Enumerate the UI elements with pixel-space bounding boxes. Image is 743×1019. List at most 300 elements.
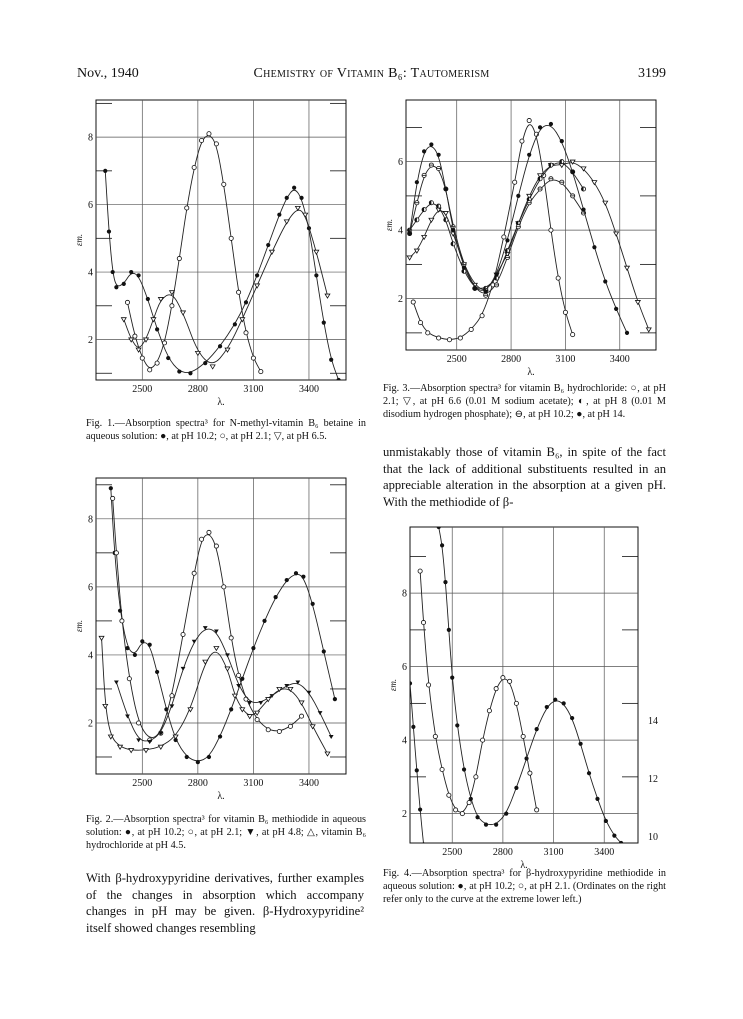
y-tick-label: 8 [88, 132, 93, 144]
data-point [325, 752, 330, 756]
plot-frame [410, 527, 638, 843]
series-open-triangle [407, 160, 651, 332]
data-point [158, 745, 163, 749]
data-point [111, 496, 115, 500]
data-point [133, 653, 137, 657]
y-tick-label: 2 [88, 718, 93, 730]
figure-3-caption: Fig. 3.—Absorption spectra³ for vitamin B₆ hydrochloride: ○, at pH 2.1; ▽, at pH 6.6 (0.01 M sodium acetate); ◐, at pH 8 (0.01 M disodium hydrogen phosphate); ⊖, at pH 10.2; ●, at pH 14. [383, 383, 666, 420]
data-point [505, 238, 509, 242]
data-point [181, 667, 186, 671]
data-point [333, 697, 337, 701]
data-point [451, 228, 455, 232]
data-point [222, 182, 226, 186]
data-point [210, 365, 215, 369]
data-point [514, 786, 518, 790]
data-point [460, 812, 464, 816]
data-point [592, 245, 596, 249]
data-point [571, 170, 575, 174]
data-point [563, 310, 567, 314]
data-point [484, 823, 488, 827]
data-point [155, 361, 159, 365]
y-axis-label: εm. [384, 218, 394, 232]
series-half-circle [408, 160, 586, 291]
data-point [527, 118, 531, 122]
data-point [322, 321, 326, 325]
data-point [455, 723, 459, 727]
data-point [426, 331, 430, 335]
data-point [295, 681, 300, 685]
data-point [266, 728, 270, 732]
x-tick-label: 2500 [132, 778, 153, 789]
data-point [429, 142, 433, 146]
data-point [155, 327, 159, 331]
data-point [155, 670, 159, 674]
data-point [494, 273, 498, 277]
data-point [325, 294, 330, 298]
y-tick-label: 4 [88, 650, 93, 662]
data-point [199, 537, 203, 541]
y-tick-label: 8 [402, 588, 407, 600]
data-point [148, 643, 152, 647]
data-point [170, 304, 174, 308]
data-point [481, 738, 485, 742]
x-tick-label: 3100 [243, 384, 264, 395]
x-tick-label: 2800 [492, 847, 513, 858]
data-point [440, 543, 444, 547]
data-point [147, 740, 152, 744]
data-point [625, 331, 629, 335]
data-point [625, 266, 630, 270]
data-point [244, 331, 248, 335]
y-tick-label: 6 [88, 582, 93, 594]
data-point [214, 544, 218, 548]
data-point [513, 180, 517, 184]
data-point [549, 122, 553, 126]
data-point [207, 755, 211, 759]
data-point [487, 709, 491, 713]
data-point [415, 218, 419, 222]
y-tick-label: 2 [88, 335, 93, 347]
series-open-circle [111, 496, 304, 742]
figure-1-chart [74, 100, 362, 416]
data-point [329, 358, 333, 362]
page-number: 3199 [638, 66, 666, 81]
x-axis-label: λ. [217, 791, 225, 802]
data-point [214, 647, 219, 651]
data-point [437, 336, 441, 340]
data-point [494, 283, 498, 287]
data-point [299, 701, 304, 705]
figure-3-chart [384, 100, 666, 383]
data-point [192, 165, 196, 169]
data-point [451, 242, 455, 246]
data-point [114, 681, 119, 685]
data-point [635, 300, 640, 304]
data-point [203, 361, 207, 365]
data-point [538, 125, 542, 129]
data-point [318, 711, 323, 715]
data-point [114, 285, 118, 289]
running-title: Chemistry of Vitamin B₆: Tautomerism [253, 66, 490, 81]
data-point [185, 755, 189, 759]
data-point [514, 701, 518, 705]
data-point [467, 800, 471, 804]
x-tick-label: 2800 [187, 384, 208, 395]
figure-2-caption: Fig. 2.—Absorption spectra³ for vitamin B₆ methiodide in aqueous solution: ●, at pH 10.2; ○, at pH 2.1; ▼, at pH 4.8; △, vitamin B₆ hydrochloride at pH 4.5. [86, 814, 366, 851]
data-point [103, 704, 108, 708]
data-point [433, 734, 437, 738]
data-point [612, 834, 616, 838]
y-axis-label: εm. [388, 678, 398, 692]
data-point [229, 236, 233, 240]
x-tick-label: 3400 [594, 847, 615, 858]
data-point [109, 486, 113, 490]
data-point [299, 714, 303, 718]
data-point [484, 290, 488, 294]
data-point [474, 775, 478, 779]
plot-frame [406, 100, 656, 350]
data-point [516, 225, 520, 229]
data-point [284, 220, 289, 224]
data-point [418, 807, 422, 811]
data-point [125, 300, 129, 304]
data-point [274, 595, 278, 599]
data-point [120, 619, 124, 623]
data-point [294, 571, 298, 575]
figure-1-caption: Fig. 1.—Absorption spectra³ for N-methyl-vitamin B₆ betaine in aqueous solution: ●, at pH 10.2; ○, at pH 2.1; ▽, at pH 6.5. [86, 418, 366, 442]
data-point [188, 371, 192, 375]
data-point [185, 206, 189, 210]
data-point [501, 676, 505, 680]
data-point [140, 356, 144, 360]
data-point [571, 194, 575, 198]
data-point [571, 332, 575, 336]
right-paragraph: unmistakably those of vitamin B₆, in spite of the fact that the lack of additional substituents resulted in an appreciable alteration in the absorption at a given pH. With the methiodide of β- [383, 445, 666, 509]
data-point [473, 286, 477, 290]
data-point [429, 218, 434, 222]
data-point [426, 683, 430, 687]
data-point [447, 338, 451, 342]
data-point [144, 749, 149, 753]
data-point [266, 243, 270, 247]
data-point [521, 734, 525, 738]
series-line [113, 498, 302, 737]
data-point [458, 336, 462, 340]
data-point [314, 273, 318, 277]
y-tick-label: 4 [398, 225, 403, 237]
data-point [114, 551, 118, 555]
data-point [258, 701, 263, 705]
data-point [192, 640, 197, 644]
data-point [560, 139, 564, 143]
series-open-triangle [121, 206, 330, 369]
data-point [259, 369, 263, 373]
data-point [440, 767, 444, 771]
data-point [225, 653, 230, 657]
figure-4-caption: Fig. 4.—Absorption spectra³ for β-hydroxypyridine methiodide in aqueous solution: ●, at pH 10.2; ○, at pH 2.1. (Ordinates on the right refer only to the curve at the extreme lower left.) [383, 868, 666, 905]
x-tick-label: 2800 [501, 354, 522, 365]
data-point [170, 704, 175, 708]
data-point [437, 204, 441, 208]
data-point [560, 160, 564, 164]
data-point [299, 196, 303, 200]
data-point [244, 300, 248, 304]
data-point [421, 620, 425, 624]
data-point [437, 166, 441, 170]
data-point [136, 721, 140, 725]
x-tick-label: 3100 [543, 847, 564, 858]
data-point [329, 735, 334, 739]
data-point [307, 691, 312, 695]
data-point [549, 163, 553, 167]
data-point [270, 250, 275, 254]
data-point [251, 646, 255, 650]
figure-2-chart [74, 478, 362, 812]
data-point [222, 585, 226, 589]
data-point [301, 575, 305, 579]
data-point [255, 284, 260, 288]
data-point [528, 771, 532, 775]
data-point [450, 676, 454, 680]
data-point [447, 793, 451, 797]
data-point [166, 356, 170, 360]
data-point [516, 194, 520, 198]
data-point [437, 525, 441, 529]
data-point [415, 201, 419, 205]
data-point [136, 273, 140, 277]
data-point [604, 819, 608, 823]
x-tick-label: 2800 [187, 778, 208, 789]
data-point [247, 715, 252, 719]
data-point [285, 578, 289, 582]
data-point [292, 186, 296, 190]
data-point [581, 187, 585, 191]
data-point [462, 767, 466, 771]
data-point [415, 180, 419, 184]
x-axis-label: λ. [527, 367, 535, 378]
y-axis-label: εm. [74, 233, 84, 247]
data-point [207, 132, 211, 136]
data-point [421, 842, 425, 846]
data-point [111, 270, 115, 274]
x-tick-label: 3400 [298, 778, 319, 789]
data-point [408, 681, 412, 685]
data-point [288, 724, 292, 728]
data-point [646, 328, 651, 332]
data-point [181, 311, 186, 315]
y-tick-label: 4 [402, 735, 407, 747]
data-point [129, 270, 133, 274]
data-point [311, 602, 315, 606]
data-point [170, 694, 174, 698]
data-point [429, 201, 433, 205]
left-paragraph: With β-hydroxypyridine derivatives, further examples of the changes in absorption which accompany changes in pH may be given. β-Hydroxypyridine² itself showed changes resembling [86, 871, 364, 935]
data-point [192, 571, 196, 575]
data-point [177, 256, 181, 260]
data-point [236, 290, 240, 294]
data-point [480, 314, 484, 318]
data-point [244, 697, 248, 701]
data-point [122, 282, 126, 286]
data-point [129, 749, 134, 753]
data-point [437, 153, 441, 157]
data-point [295, 206, 300, 210]
data-point [103, 169, 107, 173]
data-point [277, 729, 281, 733]
data-point [595, 797, 599, 801]
data-point [581, 167, 586, 171]
data-point [553, 698, 557, 702]
data-point [277, 213, 281, 217]
data-point [504, 812, 508, 816]
data-point [140, 639, 144, 643]
series-line [420, 571, 537, 812]
data-point [447, 628, 451, 632]
series-line [127, 136, 260, 372]
data-point [408, 231, 412, 235]
y2-tick-label: 10 [648, 832, 658, 843]
data-point [505, 255, 509, 259]
data-point [162, 341, 166, 345]
x-axis-label: λ. [520, 860, 528, 871]
data-point [527, 153, 531, 157]
data-point [444, 218, 448, 222]
y-tick-label: 4 [88, 267, 93, 279]
data-point [422, 149, 426, 153]
data-point [229, 636, 233, 640]
running-date: Nov., 1940 [77, 66, 139, 81]
x-tick-label: 3100 [555, 354, 576, 365]
data-point [603, 279, 607, 283]
data-point [322, 649, 326, 653]
data-point [538, 187, 542, 191]
data-point [236, 673, 240, 677]
data-point [218, 734, 222, 738]
data-point [240, 677, 244, 681]
data-point [251, 356, 255, 360]
data-point [619, 841, 623, 845]
data-point [310, 725, 315, 729]
data-point [422, 173, 426, 177]
data-point [520, 139, 524, 143]
data-point [535, 727, 539, 731]
data-point [549, 177, 553, 181]
data-point [614, 232, 619, 236]
data-point [535, 808, 539, 812]
data-point [233, 322, 237, 326]
series-open-circle [418, 569, 539, 816]
data-point [136, 738, 141, 742]
data-point [255, 717, 259, 721]
data-point [469, 327, 473, 331]
data-point [527, 201, 531, 205]
data-point [314, 250, 319, 254]
data-point [562, 701, 566, 705]
y-tick-label: 8 [88, 514, 93, 526]
y-tick-label: 6 [398, 157, 403, 169]
data-point [538, 177, 542, 181]
data-point [560, 180, 564, 184]
data-point [494, 823, 498, 827]
series-line [413, 125, 572, 340]
data-point [415, 768, 419, 772]
data-point [418, 569, 422, 573]
y2-tick-label: 14 [648, 716, 658, 727]
data-point [107, 229, 111, 233]
series-line [439, 527, 621, 843]
data-point [411, 300, 415, 304]
data-point [195, 351, 200, 355]
data-point [225, 667, 230, 671]
data-point [418, 321, 422, 325]
data-point [545, 705, 549, 709]
data-point [336, 378, 340, 382]
data-point [127, 677, 131, 681]
data-point [454, 808, 458, 812]
x-tick-label: 3100 [243, 778, 264, 789]
data-point [475, 815, 479, 819]
data-point [262, 619, 266, 623]
x-axis-label: λ. [217, 397, 225, 408]
data-point [411, 725, 415, 729]
data-point [578, 742, 582, 746]
x-tick-label: 2500 [442, 847, 463, 858]
data-point [494, 687, 498, 691]
y-tick-label: 6 [88, 200, 93, 212]
data-point [502, 235, 506, 239]
data-point [508, 679, 512, 683]
data-point [99, 636, 104, 640]
y2-tick-label: 12 [648, 774, 658, 785]
x-tick-label: 2500 [132, 384, 153, 395]
y-tick-label: 6 [402, 662, 407, 674]
data-point [581, 207, 585, 211]
data-point [196, 760, 200, 764]
data-point [214, 142, 218, 146]
series-line [111, 488, 335, 761]
x-tick-label: 3400 [298, 384, 319, 395]
data-point [570, 716, 574, 720]
figure-4-chart [388, 527, 668, 871]
data-point [443, 580, 447, 584]
data-point [177, 369, 181, 373]
data-point [549, 228, 553, 232]
data-point [285, 196, 289, 200]
data-point [229, 707, 233, 711]
data-point [603, 201, 608, 205]
data-point [462, 266, 466, 270]
data-point [444, 187, 448, 191]
series-line [124, 210, 328, 363]
data-point [587, 771, 591, 775]
data-point [199, 138, 203, 142]
data-point [407, 256, 412, 260]
data-point [218, 344, 222, 348]
data-point [255, 273, 259, 277]
series-filled-circle [109, 486, 337, 764]
data-point [121, 318, 126, 322]
y-tick-label: 2 [402, 809, 407, 821]
data-point [556, 276, 560, 280]
data-point [422, 235, 427, 239]
series-filled-circle [437, 525, 624, 845]
data-point [592, 181, 597, 185]
data-point [148, 368, 152, 372]
data-point [146, 297, 150, 301]
data-point [181, 632, 185, 636]
data-point [614, 307, 618, 311]
x-tick-label: 3400 [609, 354, 630, 365]
